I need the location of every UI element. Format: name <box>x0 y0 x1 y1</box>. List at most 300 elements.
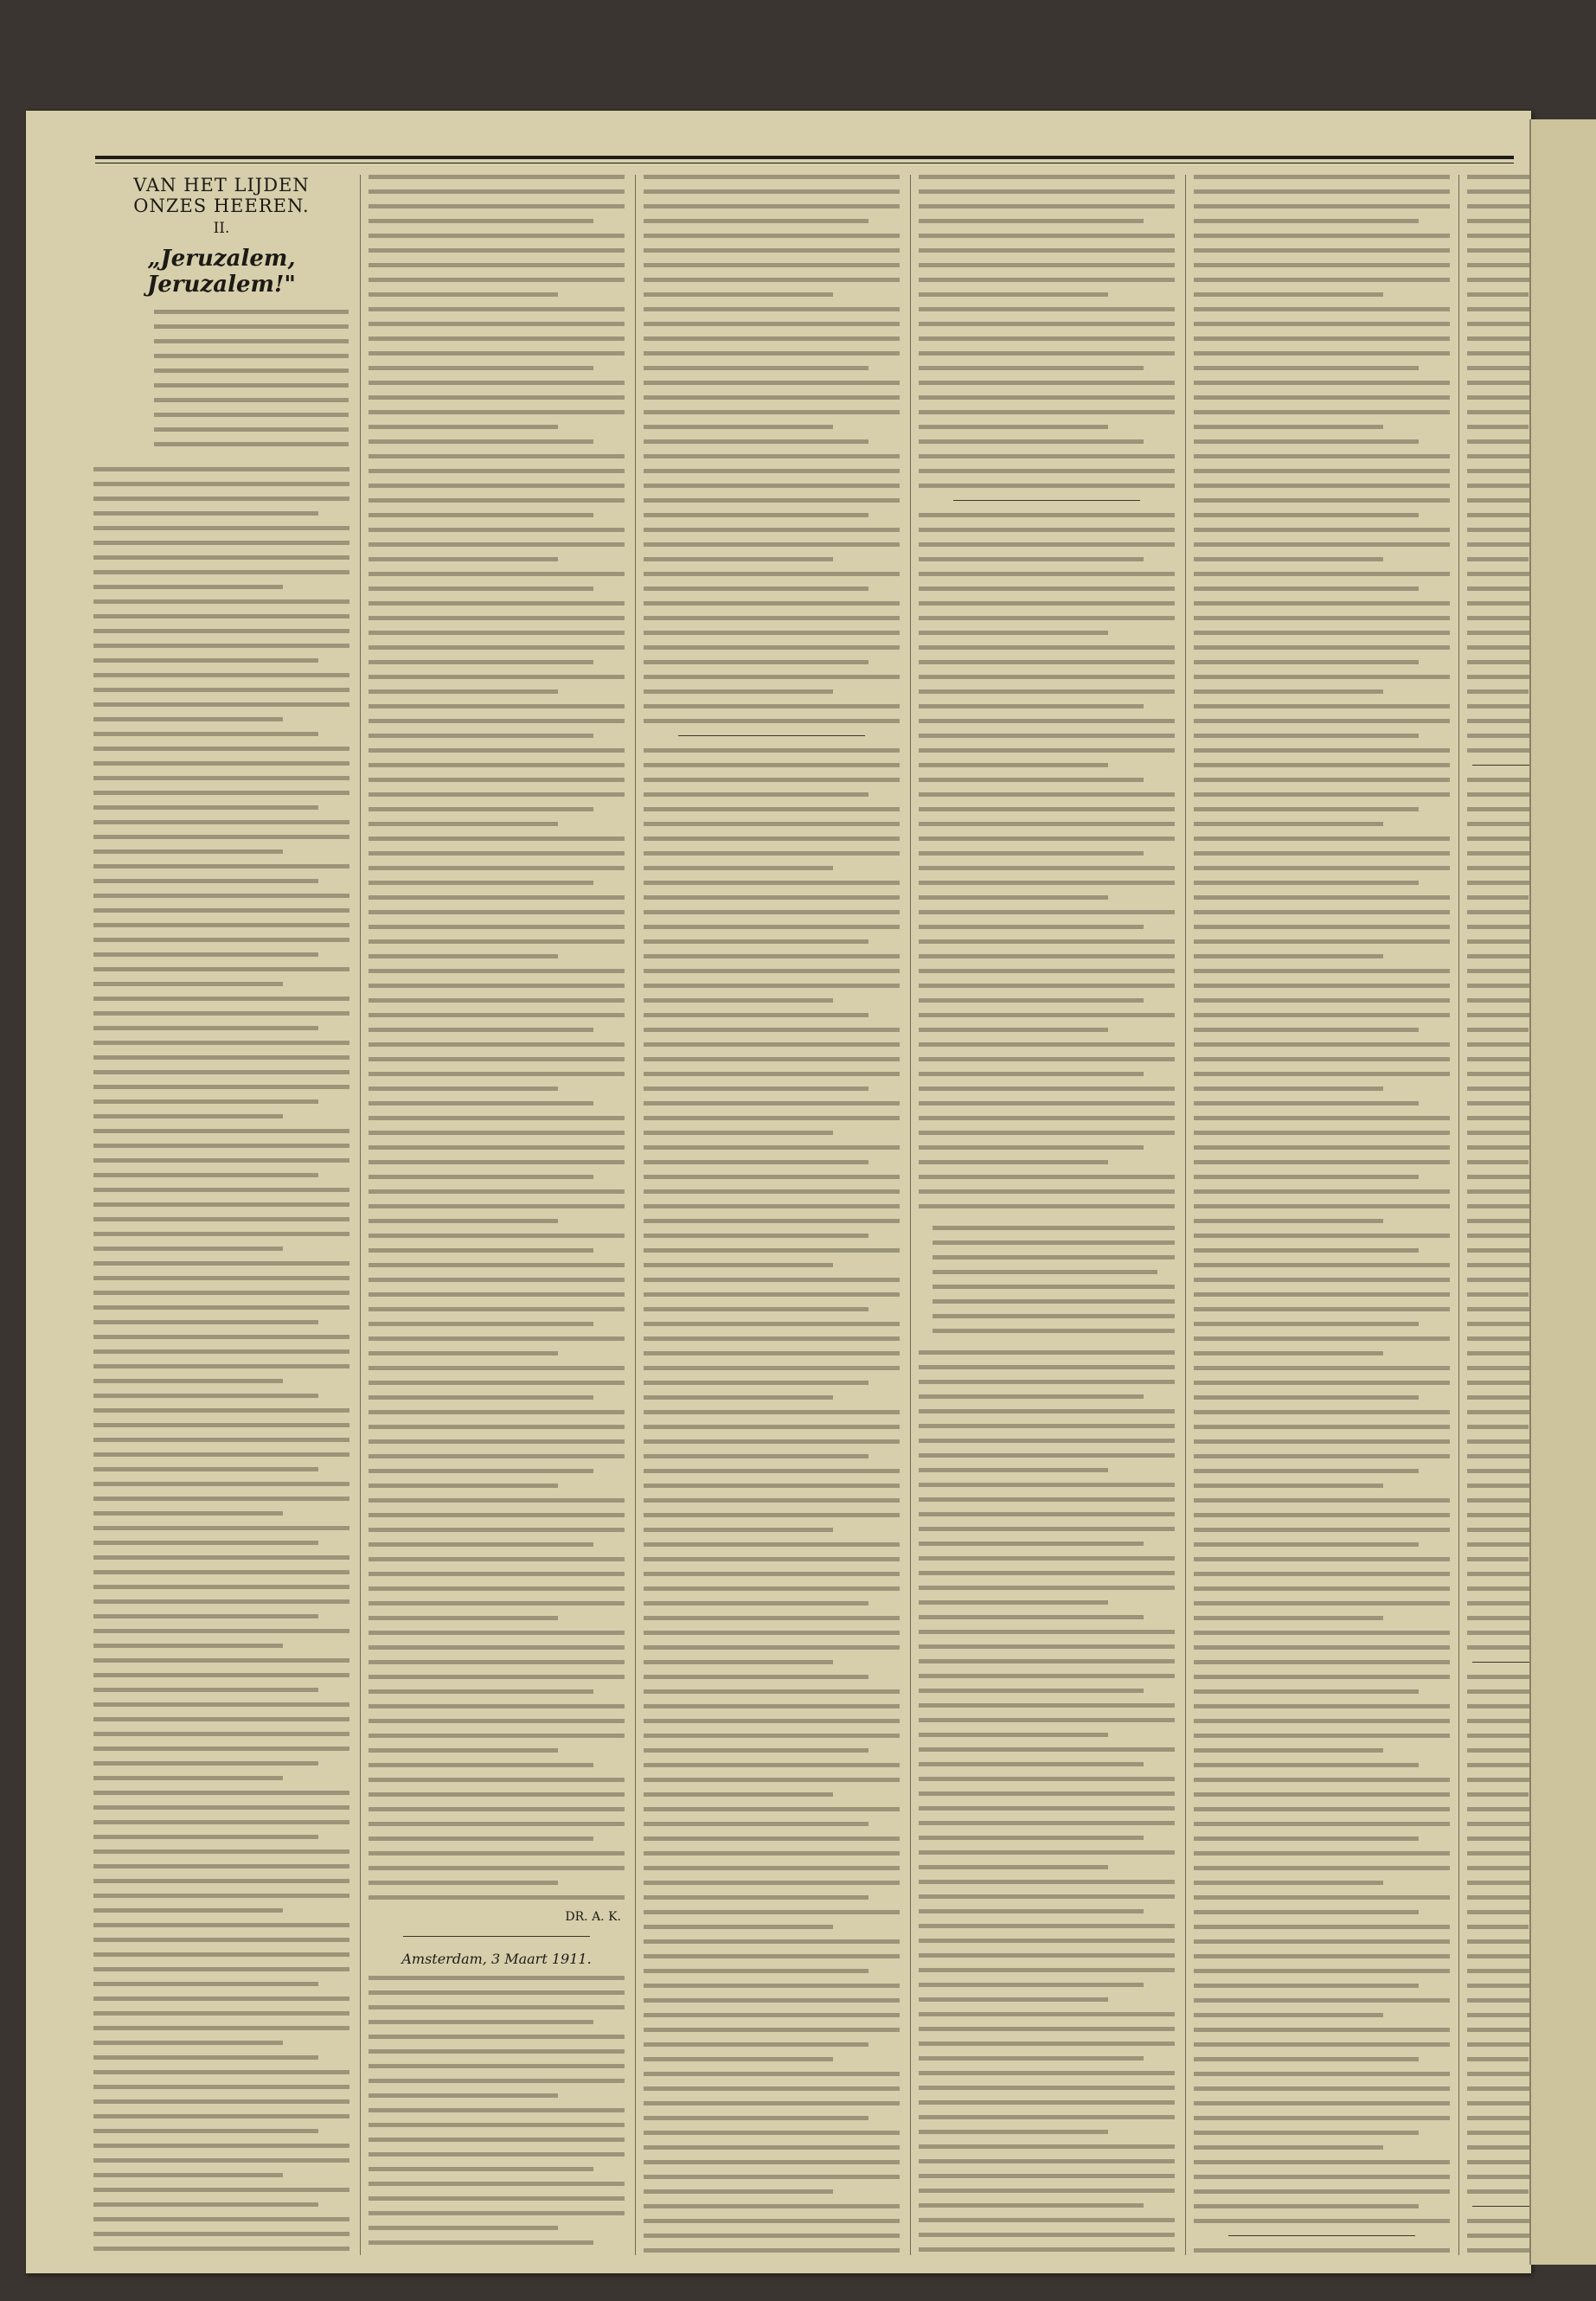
text-line <box>644 792 869 797</box>
text-line <box>369 925 625 929</box>
text-line <box>919 454 1175 458</box>
text-line <box>919 484 1175 488</box>
text-line <box>1194 2189 1450 2194</box>
text-line <box>93 2232 349 2236</box>
text-line <box>93 2011 349 2016</box>
text-line <box>93 1320 318 1324</box>
text-line <box>1194 1660 1450 1664</box>
text-line <box>93 1967 349 1971</box>
text-line <box>1194 2072 1450 2076</box>
text-line <box>919 1821 1175 1825</box>
column-1 <box>93 175 349 2255</box>
text-line <box>919 1953 1175 1958</box>
text-line <box>919 631 1108 635</box>
text-line <box>369 366 593 370</box>
text-line <box>644 851 900 856</box>
text-line <box>1194 484 1450 488</box>
body-text <box>919 1350 1175 2255</box>
text-line <box>919 175 1175 179</box>
text-line <box>369 351 625 356</box>
text-line <box>1194 292 1383 297</box>
text-line <box>93 1276 349 1280</box>
text-line <box>919 1983 1144 1987</box>
text-line <box>644 2042 869 2047</box>
text-line <box>644 2131 900 2135</box>
text-line <box>919 1703 1175 1708</box>
text-line <box>93 747 349 751</box>
text-line <box>369 631 625 635</box>
text-line <box>919 1424 1175 1428</box>
text-line <box>93 776 349 780</box>
text-line <box>369 778 625 782</box>
text-line <box>93 1011 349 1016</box>
text-line <box>644 513 869 517</box>
text-line <box>919 925 1144 929</box>
text-line <box>369 851 625 856</box>
text-line <box>93 864 349 868</box>
text-line <box>919 1718 1175 1722</box>
text-line <box>644 366 869 370</box>
text-line <box>644 278 900 282</box>
text-line <box>93 2041 283 2045</box>
text-line <box>93 1467 318 1471</box>
text-line <box>1194 1439 1450 1444</box>
text-line <box>1194 1675 1450 1679</box>
text-line <box>644 1189 900 1194</box>
text-line <box>369 1748 558 1753</box>
text-line <box>644 616 900 620</box>
text-line <box>93 1938 349 1942</box>
text-line <box>93 1217 349 1221</box>
text-line <box>919 1028 1108 1032</box>
text-line <box>93 908 349 913</box>
text-line <box>369 1542 593 1547</box>
text-line <box>93 1820 349 1824</box>
text-line <box>644 1381 869 1385</box>
text-line <box>1467 2189 1529 2194</box>
text-line <box>93 673 349 677</box>
text-line <box>644 1881 900 1885</box>
text-line <box>93 2114 349 2118</box>
body-text <box>644 175 900 723</box>
text-line <box>644 881 900 885</box>
text-line <box>919 1468 1108 1472</box>
text-line <box>1467 1792 1529 1797</box>
text-line <box>369 292 558 297</box>
text-line <box>919 1086 1175 1091</box>
text-line <box>644 1439 900 1444</box>
text-line <box>919 984 1175 988</box>
text-line <box>919 1630 1175 1634</box>
text-line <box>644 939 869 944</box>
text-line <box>369 1072 625 1076</box>
text-line <box>644 660 869 664</box>
text-line <box>1194 498 1450 503</box>
text-line <box>1194 2248 1450 2253</box>
text-line <box>1194 1631 1450 1635</box>
text-line <box>919 557 1144 561</box>
text-line <box>644 381 900 385</box>
text-line <box>919 1733 1108 1737</box>
text-line <box>919 1586 1175 1590</box>
text-line <box>93 1452 349 1457</box>
text-line <box>1194 1704 1450 1708</box>
text-line <box>93 2158 349 2163</box>
text-line <box>1194 2042 1450 2047</box>
text-line <box>93 820 349 824</box>
text-line <box>919 895 1108 900</box>
text-line <box>93 1923 349 1927</box>
text-line <box>93 1541 318 1545</box>
text-line <box>1194 836 1450 841</box>
text-line <box>919 1865 1108 1869</box>
text-line <box>93 1335 349 1339</box>
text-line <box>919 1600 1108 1605</box>
text-line <box>93 1188 349 1192</box>
text-line <box>919 2218 1175 2222</box>
text-line <box>644 498 900 503</box>
text-line <box>1467 1028 1529 1032</box>
text-line <box>644 1984 900 1988</box>
text-line <box>93 1526 349 1530</box>
text-line <box>93 1717 349 1721</box>
text-line <box>644 601 900 606</box>
text-line <box>919 1571 1175 1575</box>
text-line <box>369 1028 593 1032</box>
text-line <box>93 952 318 957</box>
text-line <box>919 1850 1175 1855</box>
text-line <box>919 1365 1175 1369</box>
text-line <box>369 307 625 311</box>
text-line <box>644 1013 869 1017</box>
text-line <box>919 1160 1108 1164</box>
text-line <box>1467 557 1529 561</box>
text-line <box>93 879 318 883</box>
text-line <box>919 336 1175 341</box>
text-line <box>93 1129 349 1133</box>
text-line <box>1194 439 1419 444</box>
text-line <box>93 526 349 530</box>
text-line <box>919 1674 1175 1678</box>
text-line <box>644 1454 869 1458</box>
text-line <box>93 511 318 516</box>
text-line <box>93 658 318 663</box>
text-line <box>644 2057 833 2061</box>
text-line <box>1194 925 1450 929</box>
text-line <box>1194 1145 1450 1150</box>
text-line <box>644 1719 900 1723</box>
text-line <box>369 1189 625 1194</box>
text-line <box>369 1572 625 1576</box>
newspaper-page <box>26 111 1531 2273</box>
text-line <box>93 894 349 898</box>
text-line <box>93 1438 349 1442</box>
text-line <box>644 2219 900 2223</box>
text-line <box>644 248 900 253</box>
text-line <box>369 645 625 650</box>
text-line <box>1194 1586 1450 1591</box>
text-line <box>644 1954 900 1958</box>
text-line <box>644 1601 869 1606</box>
text-line <box>1194 2057 1419 2061</box>
text-line <box>933 1255 1175 1259</box>
text-line <box>919 645 1175 650</box>
text-line <box>644 1866 900 1870</box>
text-line <box>644 1351 900 1356</box>
text-line <box>644 984 900 988</box>
text-line <box>1194 381 1450 385</box>
text-line <box>369 572 625 576</box>
text-line <box>644 351 900 356</box>
text-line <box>154 310 349 314</box>
text-line <box>644 998 833 1003</box>
text-line <box>93 1144 349 1148</box>
text-line <box>369 1675 625 1679</box>
text-line <box>919 2159 1175 2163</box>
text-line <box>93 1673 349 1677</box>
divider <box>678 735 865 736</box>
text-line <box>369 439 593 444</box>
text-line <box>919 1042 1175 1047</box>
text-line <box>369 1234 625 1238</box>
text-line <box>369 2211 625 2215</box>
text-line <box>93 1747 349 1751</box>
text-line <box>1194 1381 1450 1385</box>
text-line <box>644 1689 900 1694</box>
text-line <box>1194 763 1450 767</box>
text-line <box>1467 2057 1529 2061</box>
text-line <box>919 792 1175 797</box>
text-line <box>93 1599 349 1604</box>
text-line <box>1194 1601 1450 1606</box>
text-line <box>369 2152 625 2157</box>
text-line <box>1194 1425 1450 1429</box>
text-line <box>644 2189 833 2194</box>
text-line <box>1194 366 1419 370</box>
text-line <box>93 1158 349 1163</box>
text-line <box>644 1998 900 2003</box>
text-line <box>933 1270 1157 1274</box>
text-line <box>93 1864 349 1868</box>
text-line <box>1194 851 1450 856</box>
text-line <box>919 2174 1175 2178</box>
text-line <box>369 248 625 253</box>
text-line <box>644 645 900 650</box>
text-line <box>1194 1278 1450 1282</box>
text-line <box>919 1116 1175 1120</box>
text-line <box>369 1645 625 1650</box>
text-line <box>644 1366 900 1370</box>
text-line <box>644 910 900 914</box>
text-line <box>933 1329 1175 1333</box>
text-line <box>93 1379 283 1383</box>
text-line <box>93 2188 349 2192</box>
text-line <box>369 1704 625 1708</box>
text-line <box>1194 557 1383 561</box>
text-line <box>93 1776 283 1780</box>
text-line <box>919 704 1144 708</box>
text-line <box>919 969 1175 973</box>
text-line <box>1194 1778 1450 1782</box>
text-line <box>1194 1057 1450 1061</box>
text-line <box>919 292 1108 297</box>
text-line <box>644 1542 900 1547</box>
text-line <box>369 1616 558 1620</box>
text-line <box>1194 1292 1450 1297</box>
text-line <box>369 689 558 694</box>
text-line <box>1194 425 1383 429</box>
text-line <box>644 1160 869 1164</box>
text-line <box>93 1261 349 1266</box>
text-line <box>644 954 900 958</box>
text-line <box>1194 248 1450 253</box>
text-line <box>369 792 625 797</box>
text-line <box>369 1528 625 1532</box>
text-line <box>93 1879 349 1883</box>
text-line <box>644 1939 900 1944</box>
text-line <box>1194 734 1419 738</box>
text-line <box>1194 1792 1450 1797</box>
text-line <box>1194 1557 1450 1561</box>
text-line <box>369 557 558 561</box>
text-line <box>369 2035 625 2039</box>
text-line <box>93 2129 318 2133</box>
text-line <box>919 1512 1175 1516</box>
text-line <box>644 439 869 444</box>
text-line <box>154 413 349 417</box>
text-line <box>93 1997 349 2001</box>
text-line <box>1194 866 1450 870</box>
text-line <box>644 689 833 694</box>
text-line <box>644 1086 869 1091</box>
text-line <box>369 484 625 488</box>
text-line <box>1194 1322 1419 1326</box>
text-line <box>1194 601 1450 606</box>
text-line <box>93 1908 283 1913</box>
text-line <box>919 1013 1175 1017</box>
text-line <box>919 1057 1175 1061</box>
text-line <box>369 1219 558 1223</box>
text-line <box>919 1131 1175 1135</box>
text-line <box>369 1116 625 1120</box>
text-line <box>919 572 1175 576</box>
text-line <box>919 1483 1175 1487</box>
text-line <box>1194 454 1450 458</box>
text-line <box>369 1439 625 1444</box>
text-line <box>369 1322 593 1326</box>
text-line <box>644 2086 900 2091</box>
text-line <box>93 1835 318 1839</box>
text-line <box>919 1615 1144 1619</box>
text-line <box>644 866 833 870</box>
text-line <box>369 866 625 870</box>
text-line <box>919 1175 1175 1179</box>
text-line <box>369 1057 625 1061</box>
text-line <box>644 1660 833 1664</box>
text-line <box>644 2145 900 2150</box>
text-line <box>919 778 1144 782</box>
text-line <box>919 2041 1175 2046</box>
text-line <box>369 1631 625 1635</box>
text-line <box>1194 895 1450 900</box>
column-separator <box>1185 175 1186 2255</box>
text-line <box>919 866 1175 870</box>
text-line <box>93 702 349 707</box>
text-line <box>1194 998 1450 1003</box>
text-line <box>369 1719 625 1723</box>
text-line <box>369 807 593 811</box>
text-line <box>369 1792 625 1797</box>
text-line <box>1194 336 1450 341</box>
text-line <box>919 2056 1144 2061</box>
text-line <box>919 1204 1175 1208</box>
text-line <box>369 2167 593 2171</box>
text-line <box>919 1453 1175 1458</box>
text-line <box>93 1952 349 1957</box>
text-line <box>93 1982 318 1986</box>
text-line <box>369 881 593 885</box>
text-line <box>93 2247 349 2251</box>
text-line <box>644 1336 900 1341</box>
text-line <box>644 969 900 973</box>
text-line <box>919 1072 1144 1076</box>
text-line <box>93 1394 318 1398</box>
text-line <box>1194 2145 1383 2150</box>
text-line <box>93 923 349 927</box>
text-line <box>93 1585 349 1589</box>
text-line <box>919 1836 1144 1840</box>
text-line <box>1194 704 1450 708</box>
text-line <box>93 1658 349 1663</box>
text-line <box>1194 1219 1383 1223</box>
text-line <box>369 1469 593 1473</box>
text-line <box>93 555 349 560</box>
text-line <box>644 925 900 929</box>
text-line <box>369 822 558 826</box>
text-line <box>369 1307 625 1311</box>
text-line <box>369 263 625 267</box>
text-line <box>919 719 1175 723</box>
text-line <box>93 1497 349 1501</box>
text-line <box>919 395 1175 400</box>
text-line <box>644 1469 900 1473</box>
text-line <box>1194 631 1450 635</box>
text-line <box>644 1263 833 1267</box>
text-line <box>369 954 558 958</box>
text-line <box>919 366 1144 370</box>
text-line <box>644 2028 900 2032</box>
text-line <box>919 1556 1175 1561</box>
text-line <box>919 675 1175 679</box>
text-line <box>369 336 625 341</box>
text-line <box>1194 1954 1450 1958</box>
text-line <box>93 1555 349 1560</box>
text-line <box>919 586 1175 591</box>
text-line <box>644 1101 900 1106</box>
text-line <box>644 1307 869 1311</box>
text-line <box>369 1513 625 1517</box>
text-line <box>93 1055 349 1060</box>
text-line <box>369 2079 625 2083</box>
text-line <box>644 822 900 826</box>
text-line <box>369 1248 593 1253</box>
text-line <box>369 1086 558 1091</box>
text-line <box>919 2130 1108 2134</box>
text-line <box>1194 572 1450 576</box>
body-text <box>369 1976 625 2255</box>
text-line <box>369 1881 558 1885</box>
text-line <box>644 2013 900 2017</box>
